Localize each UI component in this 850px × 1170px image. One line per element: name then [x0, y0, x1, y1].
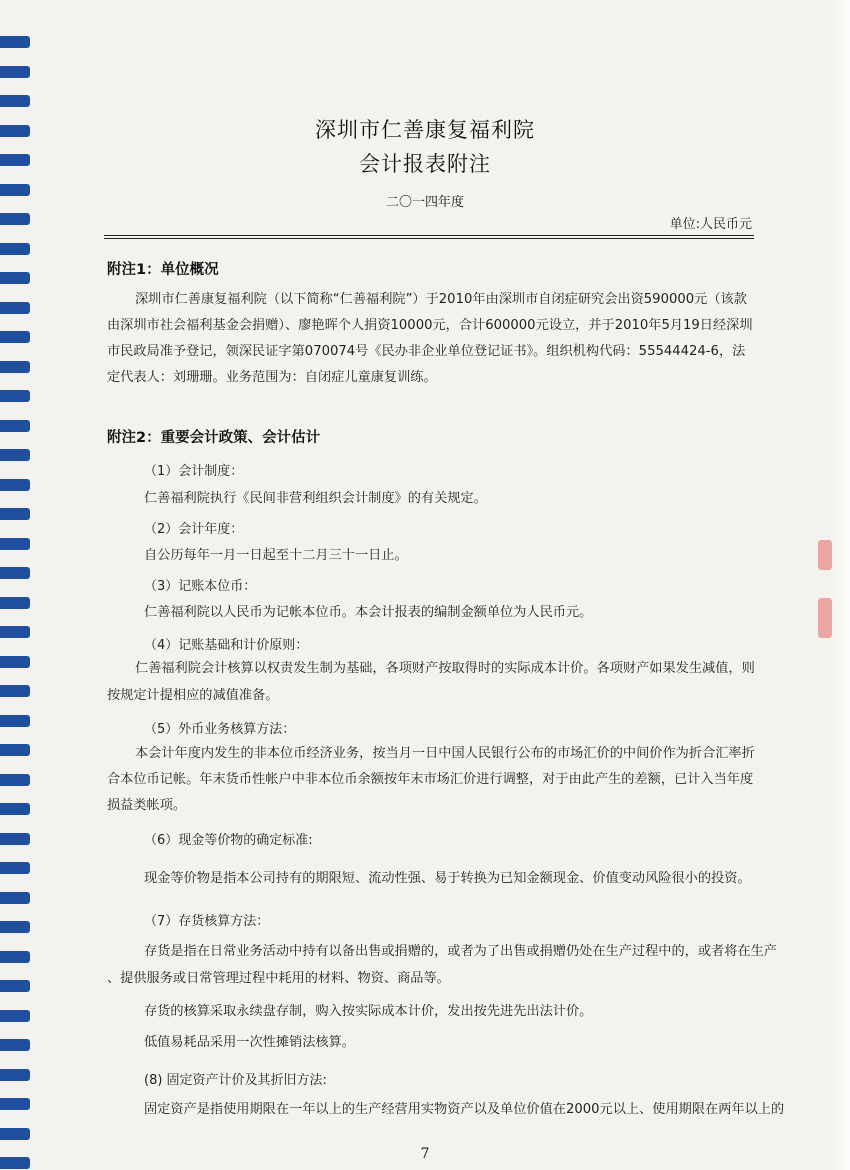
header-rule: [104, 238, 754, 239]
section-title: （7）存货核算方法：: [144, 914, 270, 929]
binding-ring: [0, 243, 30, 255]
section-text: 存货是指在日常业务活动中持有以备出售或捐赠的，或者为了出售或捐赠仍处在生产过程中的，或者将在生产: [144, 944, 777, 959]
binding-ring: [0, 744, 30, 756]
binding-ring: [0, 980, 30, 992]
binding-ring: [0, 95, 30, 107]
binding-ring: [0, 951, 30, 963]
document-title: 深圳市仁善康复福利院: [315, 118, 535, 142]
section-text: 仁善福利院执行《民间非营利组织会计制度》的有关规定。: [144, 491, 487, 506]
section-title: （1）会计制度：: [144, 464, 244, 479]
binding-ring: [0, 715, 30, 727]
fiscal-year: 二〇一四年度: [385, 195, 464, 210]
binding-ring: [0, 921, 30, 933]
note1-heading: 附注1：单位概况: [107, 262, 219, 278]
binding-ring: [0, 449, 30, 461]
binding-ring: [0, 597, 30, 609]
binding-ring: [0, 302, 30, 314]
binding-ring: [0, 420, 30, 432]
section-text: 存货的核算采取永续盘存制，购入按实际成本计价，发出按先进先出法计价。: [144, 1004, 593, 1019]
section-text: 自公历每年一月一日起至十二月三十一日止。: [144, 548, 408, 563]
header-rule: [104, 235, 754, 236]
binding-ring: [0, 626, 30, 638]
section-text: 本会计年度内发生的非本位币经济业务，按当月一日中国人民银行公布的市场汇价的中间价作为折合汇率折合本位币记帐。年末货币性帐户中非本位币余额按年末市场汇价进行调整，对于由此产生的差额，已计入当年度损益类帐项。: [107, 746, 755, 813]
binding-ring: [0, 508, 30, 520]
binding-ring: [0, 361, 30, 373]
binding-ring: [0, 774, 30, 786]
section-text: 低值易耗品采用一次性摊销法核算。: [144, 1035, 355, 1050]
binding-ring: [0, 331, 30, 343]
binding-ring: [0, 803, 30, 815]
page-number: 7: [420, 1146, 430, 1162]
binding-ring: [0, 862, 30, 874]
binding-ring: [0, 36, 30, 48]
binding-ring: [0, 833, 30, 845]
section-text: 仁善福利院会计核算以权责发生制为基础，各项财产按取得时的实际成本计价。各项财产如果发生减值，则按规定计提相应的减值准备。: [107, 661, 755, 703]
binding-ring: [0, 685, 30, 697]
red-stamp-mark: [818, 540, 832, 570]
note1-body: 深圳市仁善康复福利院（以下简称“仁善福利院”）于2010年由深圳市自闭症研究会出资590000元（该款由深圳市社会福利基金会捐赠）、廖艳晖个人捐资10000元，合计600000元设立，并于2010年5月19日经深圳市民政局准予登记，领深民证字第070074号《民办非企业单位登记证书》。组织机构代码：55544424-6，法定代表人：刘珊珊。业务范围为：自闭症儿童康复训练。: [107, 292, 753, 385]
binding-ring: [0, 272, 30, 284]
section-text: 仁善福利院以人民币为记帐本位币。本会计报表的编制金额单位为人民币元。: [144, 605, 593, 620]
binding-ring: [0, 1039, 30, 1051]
binding-ring: [0, 390, 30, 402]
currency-unit: 单位:人民币元: [669, 217, 752, 232]
binding-ring: [0, 479, 30, 491]
binding-ring: [0, 892, 30, 904]
note2-heading: 附注2：重要会计政策、会计估计: [107, 430, 321, 446]
section-title: （5）外币业务核算方法：: [144, 722, 296, 737]
binding-ring: [0, 213, 30, 225]
red-stamp-mark: [818, 598, 832, 638]
binding-ring: [0, 1069, 30, 1081]
binding-ring: [0, 66, 30, 78]
section-title: (8) 固定资产计价及其折旧方法:: [144, 1073, 327, 1088]
section-title: （3）记账本位币：: [144, 579, 257, 594]
section-title: （4）记账基础和计价原则：: [144, 638, 309, 653]
document-subtitle: 会计报表附注: [359, 152, 491, 176]
binding-ring: [0, 567, 30, 579]
binding-ring: [0, 656, 30, 668]
binding-ring: [0, 1098, 30, 1110]
section-text: 固定资产是指使用期限在一年以上的生产经营用实物资产以及单位价值在2000元以上、使用期限在两年以上的: [144, 1102, 785, 1117]
section-text: 现金等价物是指本公司持有的期限短、流动性强、易于转换为已知金额现金、价值变动风险很小的投资。: [144, 871, 751, 886]
section-title: （6）现金等价物的确定标准:: [144, 833, 313, 848]
section-text: 、提供服务或日常管理过程中耗用的材料、物资、商品等。: [107, 971, 450, 986]
section-title: （2）会计年度：: [144, 522, 244, 537]
binding-ring: [0, 1010, 30, 1022]
binding-ring: [0, 538, 30, 550]
binding-ring: [0, 1128, 30, 1140]
